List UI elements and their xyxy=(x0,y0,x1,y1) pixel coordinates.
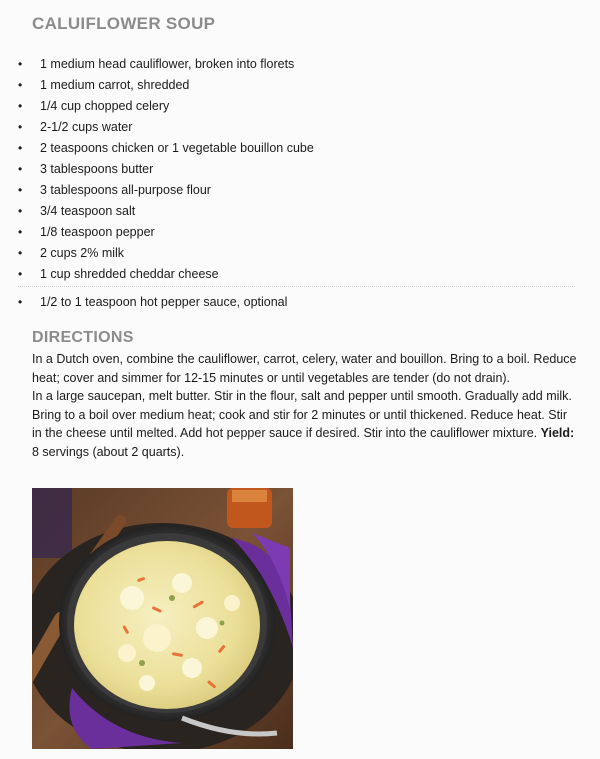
ingredient-item: • 1/4 cup chopped celery xyxy=(0,96,580,117)
ingredient-item: • 1 cup shredded cheddar cheese xyxy=(0,264,580,285)
soup-photo-illustration xyxy=(32,488,293,749)
bullet-icon: • xyxy=(18,99,23,113)
bullet-icon: • xyxy=(18,57,23,71)
bullet-icon: • xyxy=(18,141,23,155)
ingredient-item: • 1/8 teaspoon pepper xyxy=(0,222,580,243)
ingredient-item: • 1/2 to 1 teaspoon hot pepper sauce, optional xyxy=(0,292,580,313)
ingredient-item: • 2 teaspoons chicken or 1 vegetable bouillon cube xyxy=(0,138,580,159)
ingredient-item: • 2 cups 2% milk xyxy=(0,243,580,264)
ingredient-item: • 2-1/2 cups water xyxy=(0,117,580,138)
directions-text xyxy=(32,350,580,461)
bullet-icon: • xyxy=(18,204,23,218)
ingredient-item: • 3 tablespoons butter xyxy=(0,159,580,180)
ingredient-divider xyxy=(18,286,575,287)
ingredient-item: • 3 tablespoons all-purpose flour xyxy=(0,180,580,201)
directions-heading: DIRECTIONS xyxy=(32,329,134,346)
yield-label: Yield: xyxy=(540,426,575,440)
ingredient-item: • 1 medium head cauliflower, broken into florets xyxy=(0,54,580,75)
bullet-icon: • xyxy=(18,120,23,134)
bullet-icon: • xyxy=(18,295,23,309)
bullet-icon: • xyxy=(18,78,23,92)
recipe-title: CALUIFLOWER SOUP xyxy=(32,14,216,33)
bullet-icon: • xyxy=(18,162,23,176)
directions-step-2: In a large saucepan, melt butter. Stir in the flour, salt and pepper until smooth. Gradually add milk. Bring to a boil over medium heat; cook and stir for 2 minutes or until thickened. Reduce heat. Stir in the cheese until melted. Add hot pepper sauce if desired. Stir into the cauliflower mixture. Yield: 8 servings (about 2 quarts). xyxy=(32,389,575,459)
directions-step-1: In a Dutch oven, combine the cauliflower, carrot, celery, water and bouillon. Bring to a boil. Reduce heat; cover and simmer for 12-15 minutes or until vegetables are tender (do not drain). xyxy=(32,352,577,385)
soup-photo xyxy=(32,488,293,749)
bullet-icon: • xyxy=(18,225,23,239)
ingredient-list xyxy=(0,54,580,313)
bullet-icon: • xyxy=(18,246,23,260)
yield-text: 8 servings (about 2 quarts). xyxy=(32,444,185,459)
ingredient-item: • 1 medium carrot, shredded xyxy=(0,75,580,96)
bullet-icon: • xyxy=(18,183,23,197)
ingredient-item: • 3/4 teaspoon salt xyxy=(0,201,580,222)
bullet-icon: • xyxy=(18,267,23,281)
